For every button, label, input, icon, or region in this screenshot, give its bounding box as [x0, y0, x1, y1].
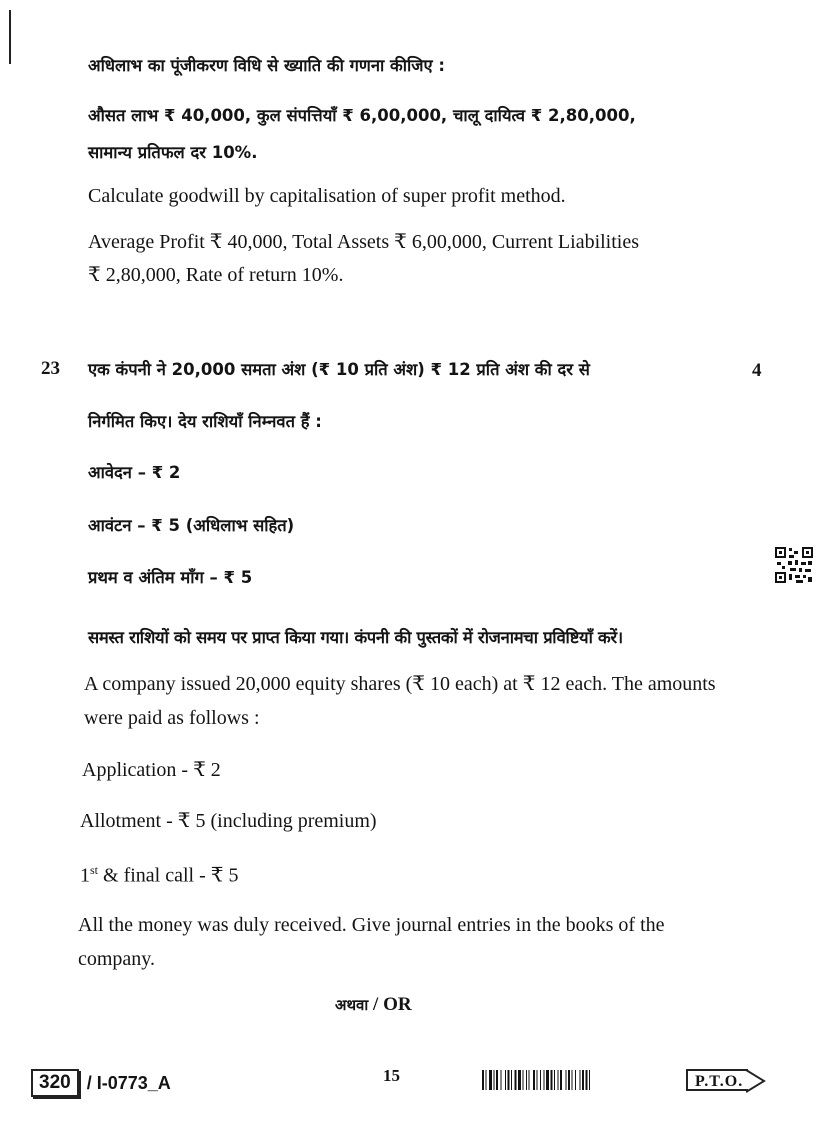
or-hindi: अथवा — [335, 996, 369, 1014]
q22-hindi-data-line-2: सामान्य प्रतिफल दर 10%. — [88, 143, 258, 162]
q22-english-instruction: Calculate goodwill by capitalisation of super profit method. — [88, 185, 566, 207]
q23-english-final-call — [80, 858, 238, 888]
qr-code-icon — [775, 547, 813, 583]
paper-code-label — [31, 1069, 171, 1097]
q23-hindi-line-1: एक कंपनी ने 20,000 समता अंश (₹ 10 प्रति अंश) ₹ 12 प्रति अंश की दर से — [88, 360, 590, 379]
q23-english-allotment: Allotment - ₹ 5 (including premium) — [80, 810, 377, 832]
q23-hindi-application: आवेदन – ₹ 2 — [88, 463, 181, 482]
call-ordinal: 1 — [80, 864, 90, 887]
margin-line — [9, 10, 11, 64]
q23-english-closing-line-2: company. — [78, 948, 156, 970]
q23-hindi-final-call: प्रथम व अंतिम माँग – ₹ 5 — [88, 568, 253, 587]
page-number: 15 — [383, 1066, 400, 1085]
call-ordinal-suffix: st — [90, 863, 99, 877]
or-english: OR — [383, 994, 412, 1015]
call-text: & final call - ₹ 5 — [98, 864, 239, 887]
paper-id: / I-0773_A — [86, 1072, 171, 1093]
question-number: 23 — [41, 358, 60, 379]
q23-hindi-closing: समस्त राशियों को समय पर प्राप्त किया गया। कंपनी की पुस्तकों में रोजनामचा प्रविष्टियाँ करें। — [88, 628, 623, 647]
q23-hindi-allotment: आवंटन – ₹ 5 (अधिलाभ सहित) — [88, 516, 295, 535]
question-marks: 4 — [752, 360, 762, 381]
q23-english-closing-line-1: All the money was duly received. Give journal entries in the books of the — [78, 914, 665, 936]
q23-english-line-2: were paid as follows : — [84, 707, 260, 729]
q22-hindi-data-line-1: औसत लाभ ₹ 40,000, कुल संपत्तियाँ ₹ 6,00,000, चालू दायित्व ₹ 2,80,000, — [88, 106, 636, 125]
q22-hindi-instruction: अधिलाभ का पूंजीकरण विधि से ख्याति की गणना कीजिए : — [88, 56, 445, 75]
q23-english-application: Application - ₹ 2 — [82, 759, 221, 781]
arrow-right-icon — [746, 1069, 766, 1093]
paper-code-box: 320 — [31, 1069, 79, 1097]
q23-hindi-line-2: निर्गमित किए। देय राशियाँ निम्नवत हैं : — [88, 412, 322, 431]
barcode-icon — [482, 1070, 678, 1090]
or-slash: / — [368, 994, 384, 1015]
pto-label: P.T.O. — [686, 1069, 748, 1091]
or-separator — [335, 994, 412, 1016]
q22-english-data-line-1: Average Profit ₹ 40,000, Total Assets ₹ 6,00,000, Current Liabilities — [88, 231, 640, 253]
q23-english-line-1: A company issued 20,000 equity shares (₹ 10 each) at ₹ 12 each. The amounts — [84, 673, 716, 695]
q22-english-data-line-2: ₹ 2,80,000, Rate of return 10%. — [88, 264, 344, 286]
